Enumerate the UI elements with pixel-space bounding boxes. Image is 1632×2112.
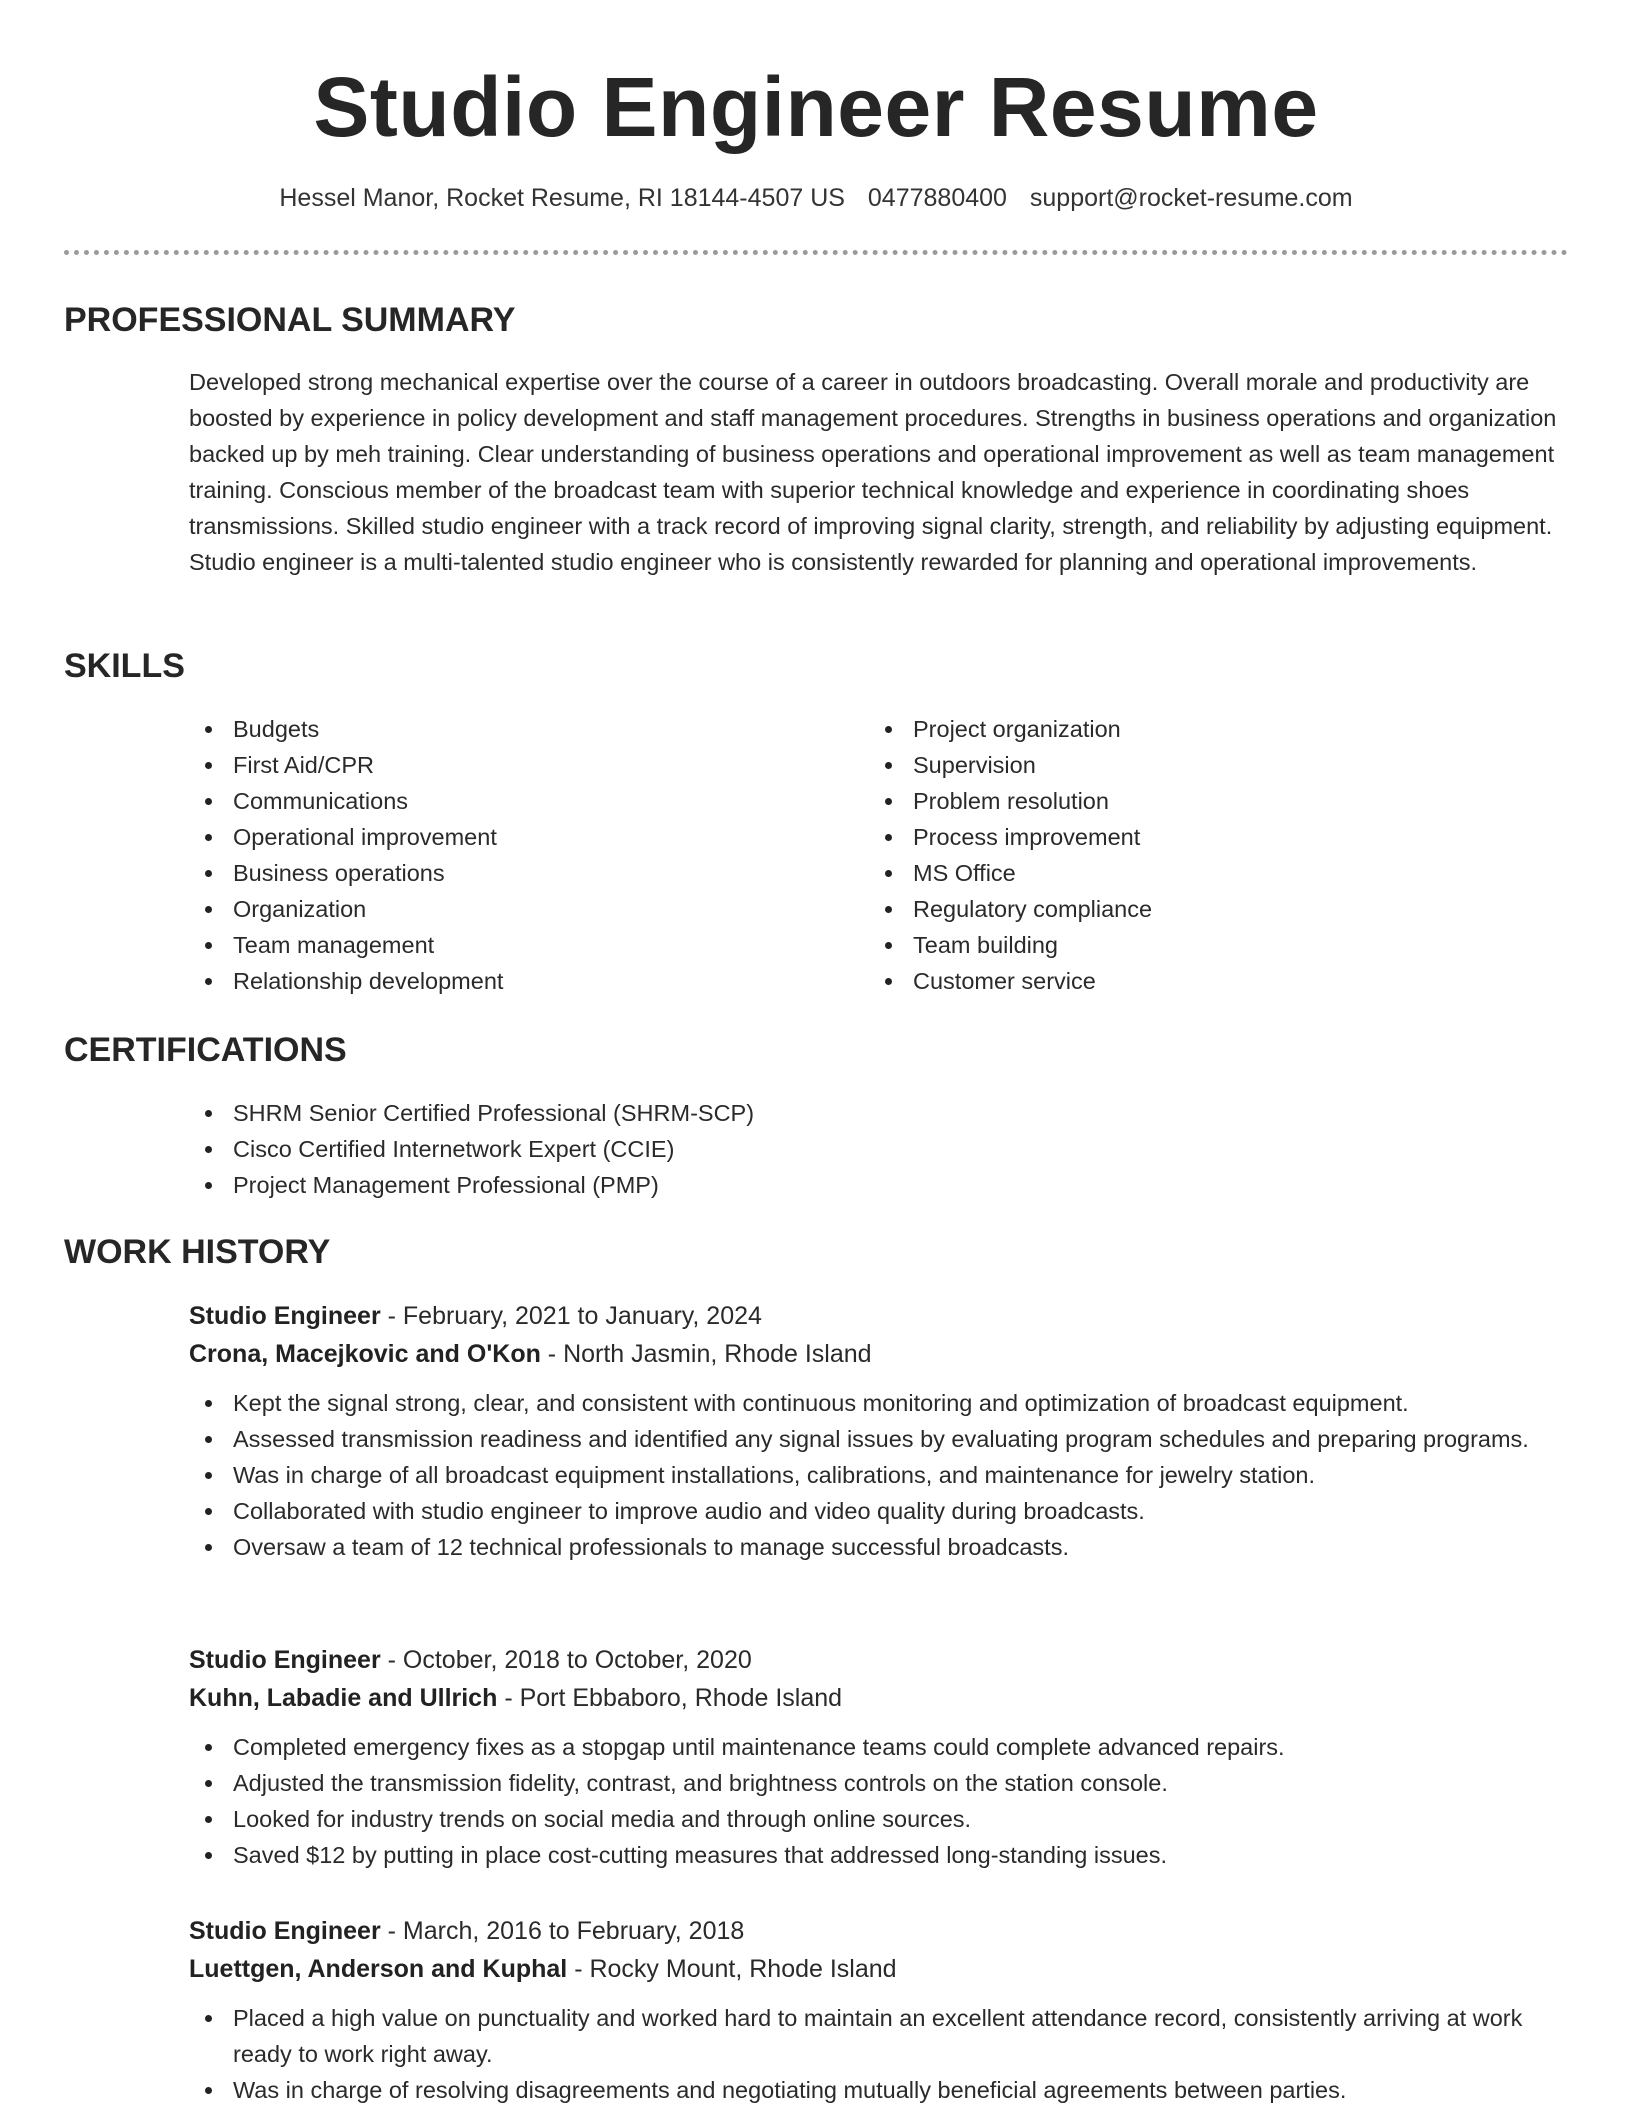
skill-item: MS Office (869, 855, 1509, 891)
skill-item: Problem resolution (869, 783, 1509, 819)
job-entry (189, 1297, 1569, 1565)
job-bullet: Was in charge of resolving disagreements and negotiating mutually beneficial agreements between parties. (189, 2072, 1569, 2108)
skills-list-right (869, 711, 1509, 999)
resume-title: Studio Engineer Resume (313, 60, 1319, 154)
job-dates: - March, 2016 to February, 2018 (380, 1917, 745, 1945)
contact-line (0, 180, 1632, 216)
summary-text: Developed strong mechanical expertise over the course of a career in outdoors broadcasting. Overall morale and productivity are boosted by experience in policy development and staff management procedures. Strengths in business operations and organization backed up by meh training. Clear understanding of business operations and operational improvement as well as team management training. Conscious member of the broadcast team with superior technical knowledge and experience in coordinating shoes transmissions. Skilled studio engineer with a track record of improving signal clarity, strength, and reliability by adjusting equipment. Studio engineer is a multi-talented studio engineer who is consistently rewarded for planning and operational improvements. (189, 369, 1557, 575)
header-divider (64, 250, 1568, 255)
job-company-line (189, 1679, 1569, 1717)
contact-email: support@rocket-resume.com (1029, 184, 1353, 212)
skill-item: Budgets (189, 711, 829, 747)
skill-item: Communications (189, 783, 829, 819)
job-bullets (189, 1729, 1569, 1873)
job-company: Luettgen, Anderson and Kuphal (189, 1955, 568, 1983)
job-title-line (189, 1641, 1569, 1679)
skills-heading: SKILLS (64, 647, 185, 685)
skill-item: Business operations (189, 855, 829, 891)
certification-item: Cisco Certified Internetwork Expert (CCIE) (189, 1131, 1389, 1167)
job-bullet: Oversaw a team of 12 technical professionals to manage successful broadcasts. (189, 1529, 1569, 1565)
job-title: Studio Engineer (189, 1302, 381, 1330)
certifications-heading: CERTIFICATIONS (64, 1031, 347, 1069)
job-bullets (189, 1385, 1569, 1565)
certification-item: SHRM Senior Certified Professional (SHRM-SCP) (189, 1095, 1389, 1131)
skill-item: First Aid/CPR (189, 747, 829, 783)
job-bullet: Assessed transmission readiness and identified any signal issues by evaluating program schedules and preparing programs. (189, 1421, 1569, 1457)
skills-list-left (189, 711, 829, 999)
job-bullets (189, 2000, 1569, 2108)
skill-item: Operational improvement (189, 819, 829, 855)
job-location: - Port Ebbaboro, Rhode Island (497, 1684, 843, 1712)
contact-phone: 0477880400 (867, 184, 1007, 212)
job-bullet: Saved $12 by putting in place cost-cutting measures that addressed long-standing issues. (189, 1837, 1569, 1873)
job-bullet: Was in charge of all broadcast equipment installations, calibrations, and maintenance for jewelry station. (189, 1457, 1569, 1493)
job-entry (189, 1641, 1569, 1873)
job-title: Studio Engineer (189, 1646, 381, 1674)
job-company: Crona, Macejkovic and O'Kon (189, 1340, 541, 1368)
job-location: - North Jasmin, Rhode Island (540, 1340, 872, 1368)
skill-item: Team building (869, 927, 1509, 963)
job-title-line (189, 1912, 1569, 1950)
skill-item: Supervision (869, 747, 1509, 783)
job-bullet: Adjusted the transmission fidelity, contrast, and brightness controls on the station console. (189, 1765, 1569, 1801)
job-bullet: Placed a high value on punctuality and worked hard to maintain an excellent attendance record, consistently arriving at work ready to work right away. (189, 2000, 1569, 2072)
job-bullet: Looked for industry trends on social media and through online sources. (189, 1801, 1569, 1837)
job-dates: - October, 2018 to October, 2020 (380, 1646, 752, 1674)
job-company-line (189, 1950, 1569, 1988)
job-title: Studio Engineer (189, 1917, 381, 1945)
certifications-list (189, 1095, 1389, 1203)
skill-item: Team management (189, 927, 829, 963)
job-bullet: Completed emergency fixes as a stopgap until maintenance teams could complete advanced repairs. (189, 1729, 1569, 1765)
job-bullet: Collaborated with studio engineer to improve audio and video quality during broadcasts. (189, 1493, 1569, 1529)
skill-item: Customer service (869, 963, 1509, 999)
job-company: Kuhn, Labadie and Ullrich (189, 1684, 498, 1712)
certification-item: Project Management Professional (PMP) (189, 1167, 1389, 1203)
skill-item: Relationship development (189, 963, 829, 999)
job-location: - Rocky Mount, Rhode Island (567, 1955, 897, 1983)
summary-heading: PROFESSIONAL SUMMARY (64, 301, 516, 339)
job-bullet: Kept the signal strong, clear, and consistent with continuous monitoring and optimization of broadcast equipment. (189, 1385, 1569, 1421)
job-title-line (189, 1297, 1569, 1335)
contact-address: Hessel Manor, Rocket Resume, RI 18144-4507 US (279, 184, 845, 212)
work-history-heading: WORK HISTORY (64, 1233, 331, 1271)
job-company-line (189, 1335, 1569, 1373)
skill-item: Organization (189, 891, 829, 927)
job-dates: - February, 2021 to January, 2024 (380, 1302, 762, 1330)
skill-item: Project organization (869, 711, 1509, 747)
skill-item: Process improvement (869, 819, 1509, 855)
job-entry (189, 1912, 1569, 2108)
skill-item: Regulatory compliance (869, 891, 1509, 927)
